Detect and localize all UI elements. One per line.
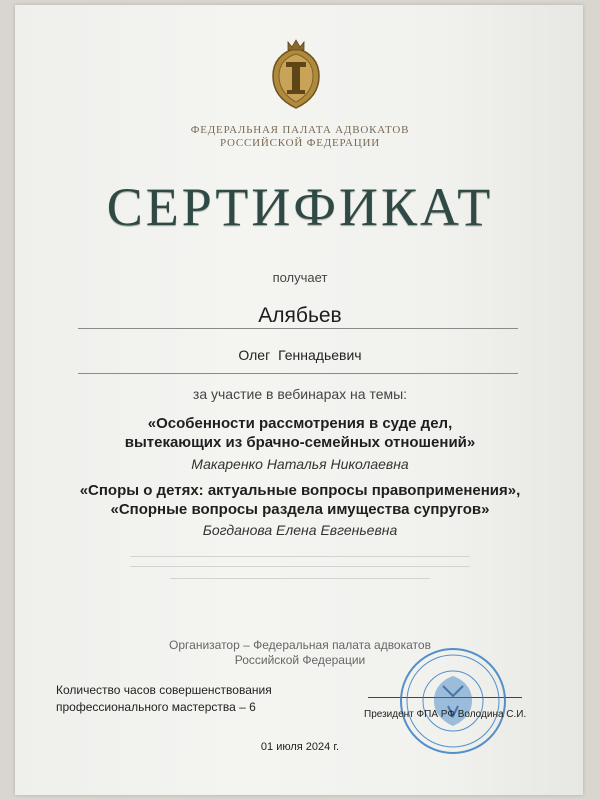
webinar-author-2: Богданова Елена Евгеньевна [202,522,398,538]
recipient-given-names: Олег Геннадьевич [238,347,362,363]
training-hours-line2: профессионального мастерства – 6 [56,700,256,714]
certificate-title: СЕРТИФИКАТ [106,177,494,237]
recipient-surname: Алябьев [258,304,342,327]
bleed-through-mark [170,578,430,579]
organization-name-line2: РОССИЙСКОЙ ФЕДЕРАЦИИ [219,137,381,149]
official-stamp-icon [398,646,508,756]
receives-label: получает [272,270,328,285]
webinar-topic-2-line1: «Споры о детях: актуальные вопросы правоприменения», [79,482,521,499]
organizer-line2: Российской Федерации [234,653,366,667]
surname-underline [78,328,518,329]
given-names-underline [78,373,518,374]
issue-date: 01 июля 2024 г. [260,741,340,753]
president-signature-caption: Президент ФПА РФ Володина С.И. [364,709,527,720]
bar-association-emblem-icon [265,38,327,112]
webinar-topic-1-line1: «Особенности рассмотрения в суде дел, [147,415,453,432]
bleed-through-mark [130,566,470,567]
webinar-topic-2 [0,481,600,519]
webinar-author-1: Макаренко Наталья Николаевна [191,456,409,472]
bleed-through-mark [130,556,470,557]
organization-name-line1: ФЕДЕРАЛЬНАЯ ПАЛАТА АДВОКАТОВ [190,124,410,136]
webinar-topic-2-line2: «Спорные вопросы раздела имущества супругов» [110,501,490,518]
participation-text: за участие в вебинарах на темы: [192,386,408,402]
webinar-topic-1-line2: вытекающих из брачно-семейных отношений» [124,434,476,451]
organizer-line1: Организатор – Федеральная палата адвокатов [169,638,431,652]
training-hours-line1: Количество часов совершенствования [56,683,272,697]
organizer-text [0,638,600,668]
training-hours [56,682,316,716]
webinar-topic-1 [0,414,600,452]
